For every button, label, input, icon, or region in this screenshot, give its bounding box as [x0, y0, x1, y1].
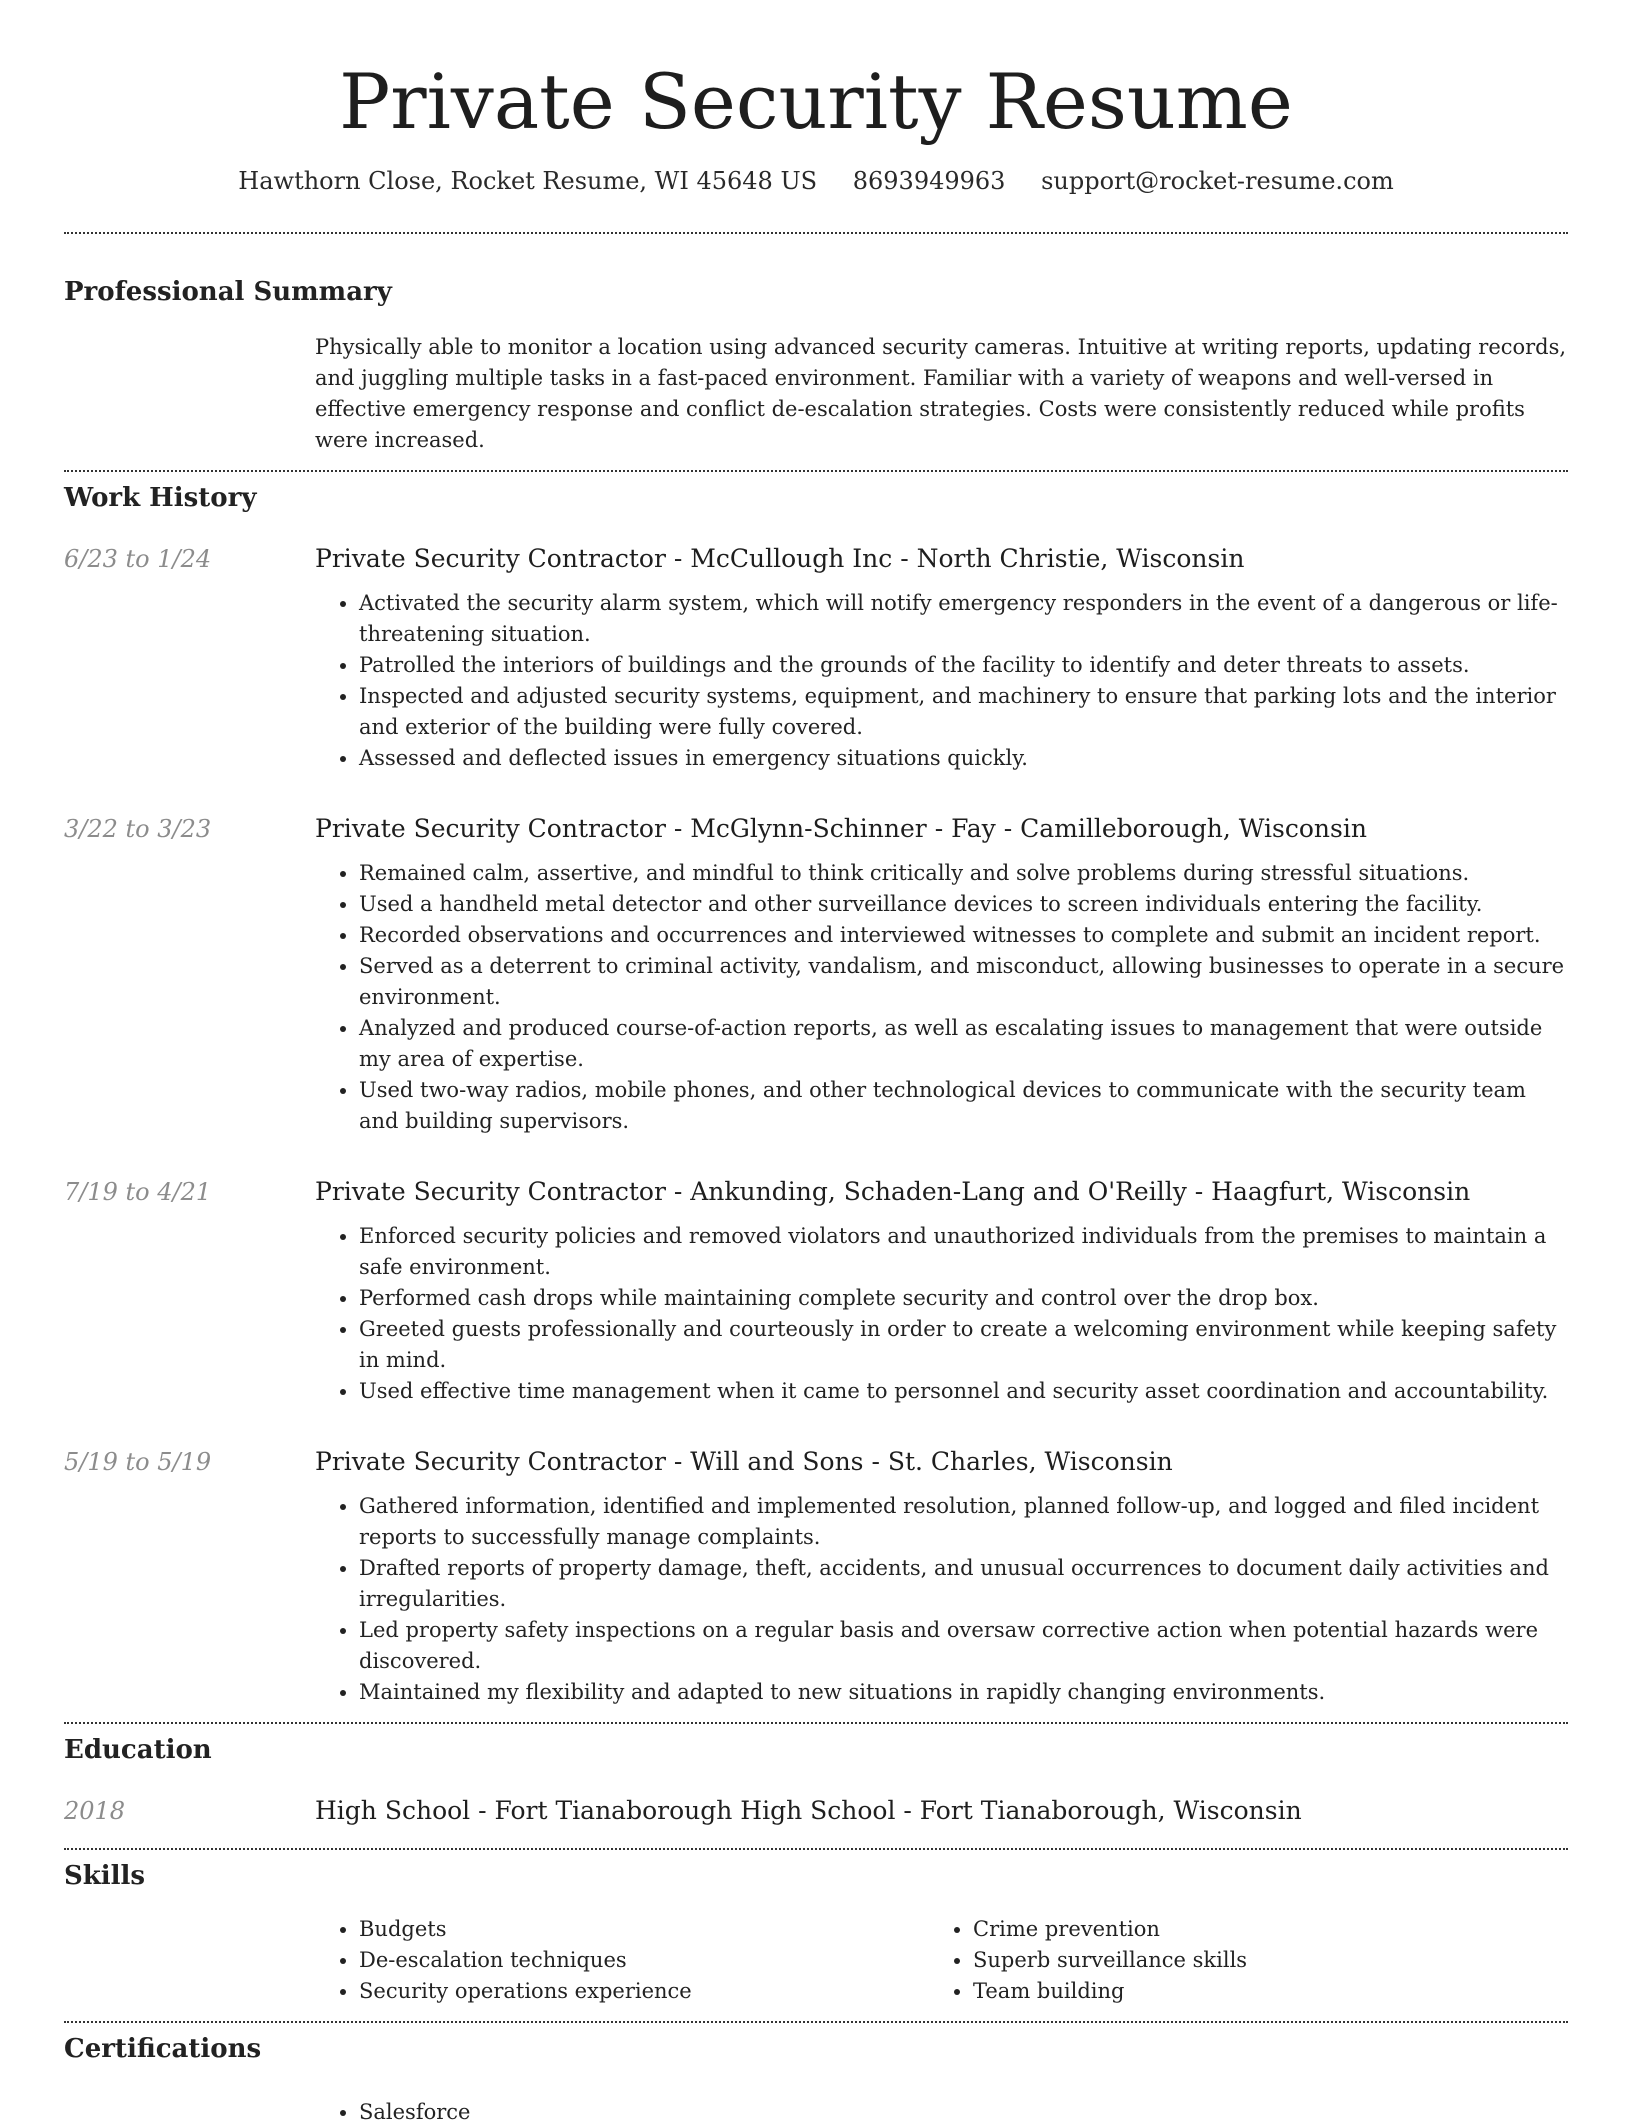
education-heading: Education [64, 1735, 212, 1765]
job-title: Private Security Contractor - Will and Sons - St. Charles, Wisconsin [315, 1447, 1173, 1476]
job-title: Private Security Contractor - McCullough Inc - North Christie, Wisconsin [315, 544, 1245, 573]
list-item: • Used effective time management when it came to personnel and security asset coordination and accountability. [359, 1376, 1568, 1407]
list-item: • Salesforce [359, 2097, 1568, 2128]
list-item: • Security operations experience [359, 1976, 929, 2007]
list-item: • Activated the security alarm system, which will notify emergency responders in the event of a dangerous or life-threatening situation. [359, 588, 1568, 650]
section-divider [64, 470, 1568, 472]
list-item: • Remained calm, assertive, and mindful to think critically and solve problems during stressful situations. [359, 858, 1568, 889]
list-item: • Drafted reports of property damage, theft, accidents, and unusual occurrences to document daily activities and irregularities. [359, 1553, 1568, 1615]
list-item: • Inspected and adjusted security systems, equipment, and machinery to ensure that parking lots and the interior and exterior of the building were fully covered. [359, 681, 1568, 743]
job-dates: 6/23 to 1/24 [64, 545, 212, 573]
job-dates: 5/19 to 5/19 [64, 1448, 212, 1476]
job-entry [64, 1447, 1568, 1708]
skills-list [315, 1914, 1568, 2021]
education-title: High School - Fort Tianaborough High School - Fort Tianaborough, Wisconsin [315, 1796, 1302, 1825]
certifications-heading: Certifications [64, 2034, 262, 2064]
list-item: • Led property safety inspections on a regular basis and oversaw corrective action when potential hazards were discovered. [359, 1615, 1568, 1677]
list-item: • Used a handheld metal detector and other surveillance devices to screen individuals entering the facility. [359, 889, 1568, 920]
contact-address: Hawthorn Close, Rocket Resume, WI 45648 US [238, 167, 818, 195]
job-entry [64, 1177, 1568, 1407]
job-bullets [315, 588, 1568, 774]
list-item: • Maintained my flexibility and adapted to new situations in rapidly changing environments. [359, 1677, 1568, 1708]
certifications-section [64, 2033, 1568, 2128]
job-dates: 3/22 to 3/23 [64, 815, 212, 843]
resume-title: Private Security Resume [339, 57, 1293, 146]
work-history-heading: Work History [64, 483, 257, 513]
education-year: 2018 [64, 1797, 126, 1825]
contact-phone: 8693949963 [852, 167, 1006, 195]
job-bullets [315, 1221, 1568, 1407]
contact-email: support@rocket-resume.com [1041, 167, 1394, 195]
list-item: • Greeted guests professionally and courteously in order to create a welcoming environment while keeping safety in mind. [359, 1314, 1568, 1376]
job-entry [64, 544, 1568, 774]
list-item: • Budgets [359, 1914, 929, 1945]
list-item: • Used two-way radios, mobile phones, and other technological devices to communicate with the security team and building supervisors. [359, 1075, 1568, 1137]
list-item: • Recorded observations and occurrences and interviewed witnesses to complete and submit an incident report. [359, 920, 1568, 951]
list-item: • Performed cash drops while maintaining complete security and control over the drop box. [359, 1283, 1568, 1314]
skills-heading: Skills [64, 1861, 146, 1891]
section-divider [64, 1848, 1568, 1850]
list-item: • Team building [973, 1976, 1543, 2007]
list-item: • De-escalation techniques [359, 1945, 929, 1976]
job-title: Private Security Contractor - Ankunding, Schaden-Lang and O'Reilly - Haagfurt, Wisconsin [315, 1177, 1471, 1206]
summary-heading: Professional Summary [64, 277, 392, 307]
job-dates: 7/19 to 4/21 [64, 1178, 212, 1206]
list-item: • Enforced security policies and removed violators and unauthorized individuals from the premises to maintain a safe environment. [359, 1221, 1568, 1283]
list-item: • Assessed and deflected issues in emergency situations quickly. [359, 743, 1568, 774]
list-item: • Crime prevention [973, 1914, 1543, 1945]
section-divider [64, 2021, 1568, 2023]
contact-line [64, 166, 1568, 196]
list-item: • Served as a deterrent to criminal activity, vandalism, and misconduct, allowing businesses to operate in a secure environment. [359, 951, 1568, 1013]
skills-column-left [315, 1914, 929, 2007]
section-divider [64, 232, 1568, 234]
list-item: • Superb surveillance skills [973, 1945, 1543, 1976]
education-entry [64, 1796, 1568, 1848]
job-bullets [315, 858, 1568, 1137]
resume-page [64, 0, 1568, 2128]
certifications-list [315, 2097, 1568, 2128]
summary-text: Physically able to monitor a location using advanced security cameras. Intuitive at writing reports, updating records, and juggling multiple tasks in a fast-paced environment. Familiar with a variety of weapons and well-versed in effective emergency response and conflict de-escalation strategies. Costs were consistently reduced while profits were increased. [315, 335, 1567, 452]
job-bullets [315, 1491, 1568, 1708]
section-divider [64, 1722, 1568, 1724]
skills-column-right [929, 1914, 1543, 2007]
job-entry [64, 814, 1568, 1137]
list-item: • Patrolled the interiors of buildings and the grounds of the facility to identify and deter threats to assets. [359, 650, 1568, 681]
list-item: • Gathered information, identified and implemented resolution, planned follow-up, and logged and filed incident reports to successfully manage complaints. [359, 1491, 1568, 1553]
list-item: • Analyzed and produced course-of-action reports, as well as escalating issues to management that were outside my area of expertise. [359, 1013, 1568, 1075]
job-title: Private Security Contractor - McGlynn-Schinner - Fay - Camilleborough, Wisconsin [315, 814, 1367, 843]
